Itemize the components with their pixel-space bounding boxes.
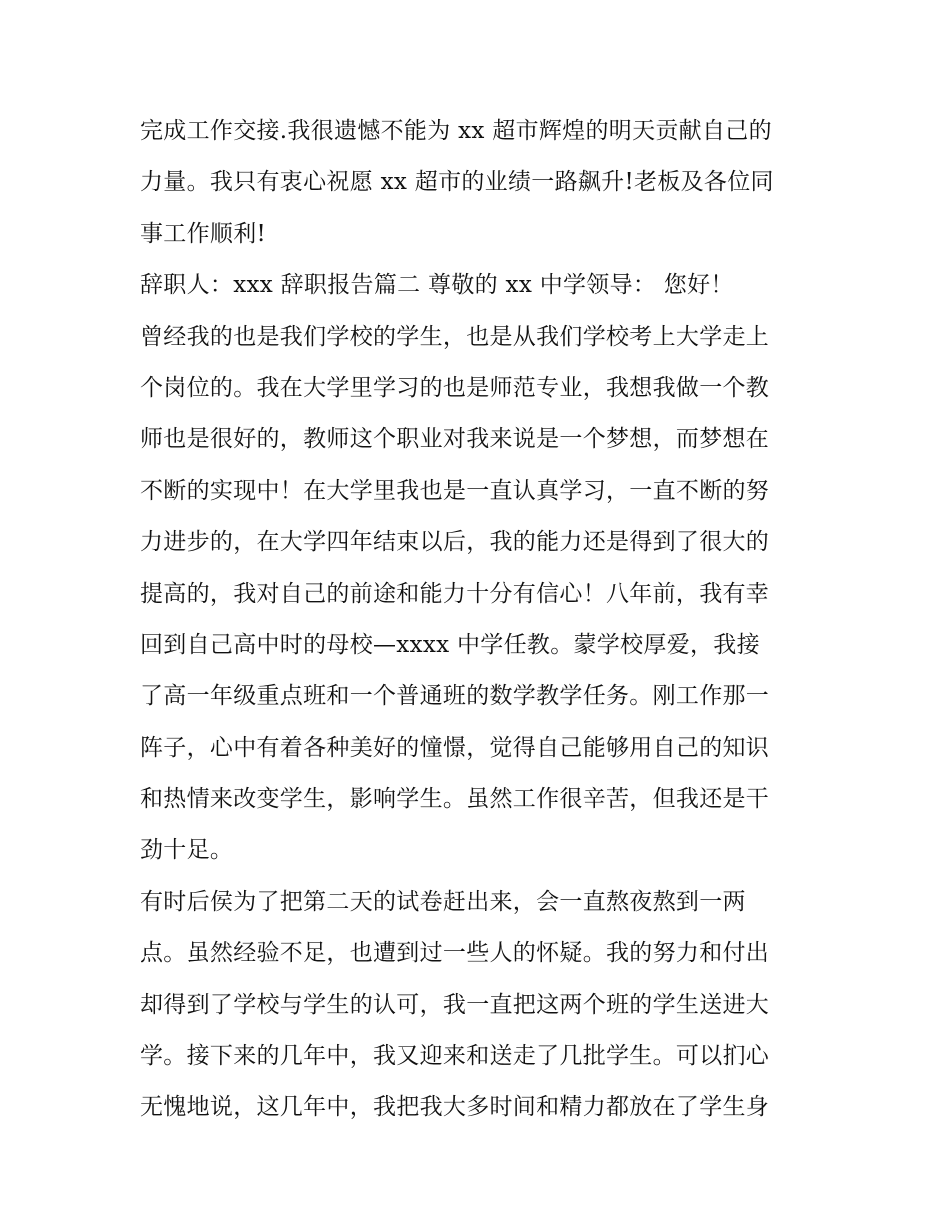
text-line: 不断的实现中！在大学里我也是一直认真学习，一直不断的努 — [140, 477, 770, 504]
text-line: 阵子，心中有着各种美好的憧憬，觉得自己能够用自己的知识 — [140, 734, 770, 761]
text-line: 却得到了学校与学生的认可，我一直把这两个班的学生送进大 — [140, 991, 770, 1018]
text-line: 师也是很好的，教师这个职业对我来说是一个梦想，而梦想在 — [140, 426, 770, 453]
text-line: 辞职人：xxx 辞职报告篇二 尊敬的 xx 中学领导： 您好！ — [140, 272, 734, 299]
text-line: 力进步的，在大学四年结束以后，我的能力还是得到了很大的 — [140, 529, 770, 556]
text-line: 学。接下来的几年中，我又迎来和送走了几批学生。可以扪心 — [140, 1043, 770, 1070]
text-line: 个岗位的。我在大学里学习的也是师范专业，我想我做一个教 — [140, 374, 770, 401]
text-line: 劲十足。 — [140, 837, 234, 864]
text-line: 和热情来改变学生，影响学生。虽然工作很辛苦，但我还是干 — [140, 786, 770, 813]
text-line: 曾经我的也是我们学校的学生，也是从我们学校考上大学走上 — [140, 323, 770, 350]
text-line: 点。虽然经验不足，也遭到过一些人的怀疑。我的努力和付出 — [140, 940, 770, 967]
document-body — [140, 106, 820, 1134]
text-line: 事工作顺利! — [140, 220, 267, 247]
text-line: 有时后侯为了把第二天的试卷赶出来，会一直熬夜熬到一两 — [140, 888, 746, 915]
text-line: 回到自己高中时的母校—xxxx 中学任教。蒙学校厚爱，我接 — [140, 631, 760, 658]
text-line: 无愧地说，这几年中，我把我大多时间和精力都放在了学生身 — [140, 1094, 770, 1121]
text-line: 了高一年级重点班和一个普通班的数学教学任务。刚工作那一 — [140, 683, 770, 710]
text-line: 力量。我只有衷心祝愿 xx 超市的业绩一路飙升!老板及各位同 — [140, 169, 774, 196]
text-line: 完成工作交接.我很遗憾不能为 xx 超市辉煌的明天贡献自己的 — [140, 118, 772, 144]
text-line: 提高的，我对自己的前途和能力十分有信心！八年前，我有幸 — [140, 580, 770, 607]
